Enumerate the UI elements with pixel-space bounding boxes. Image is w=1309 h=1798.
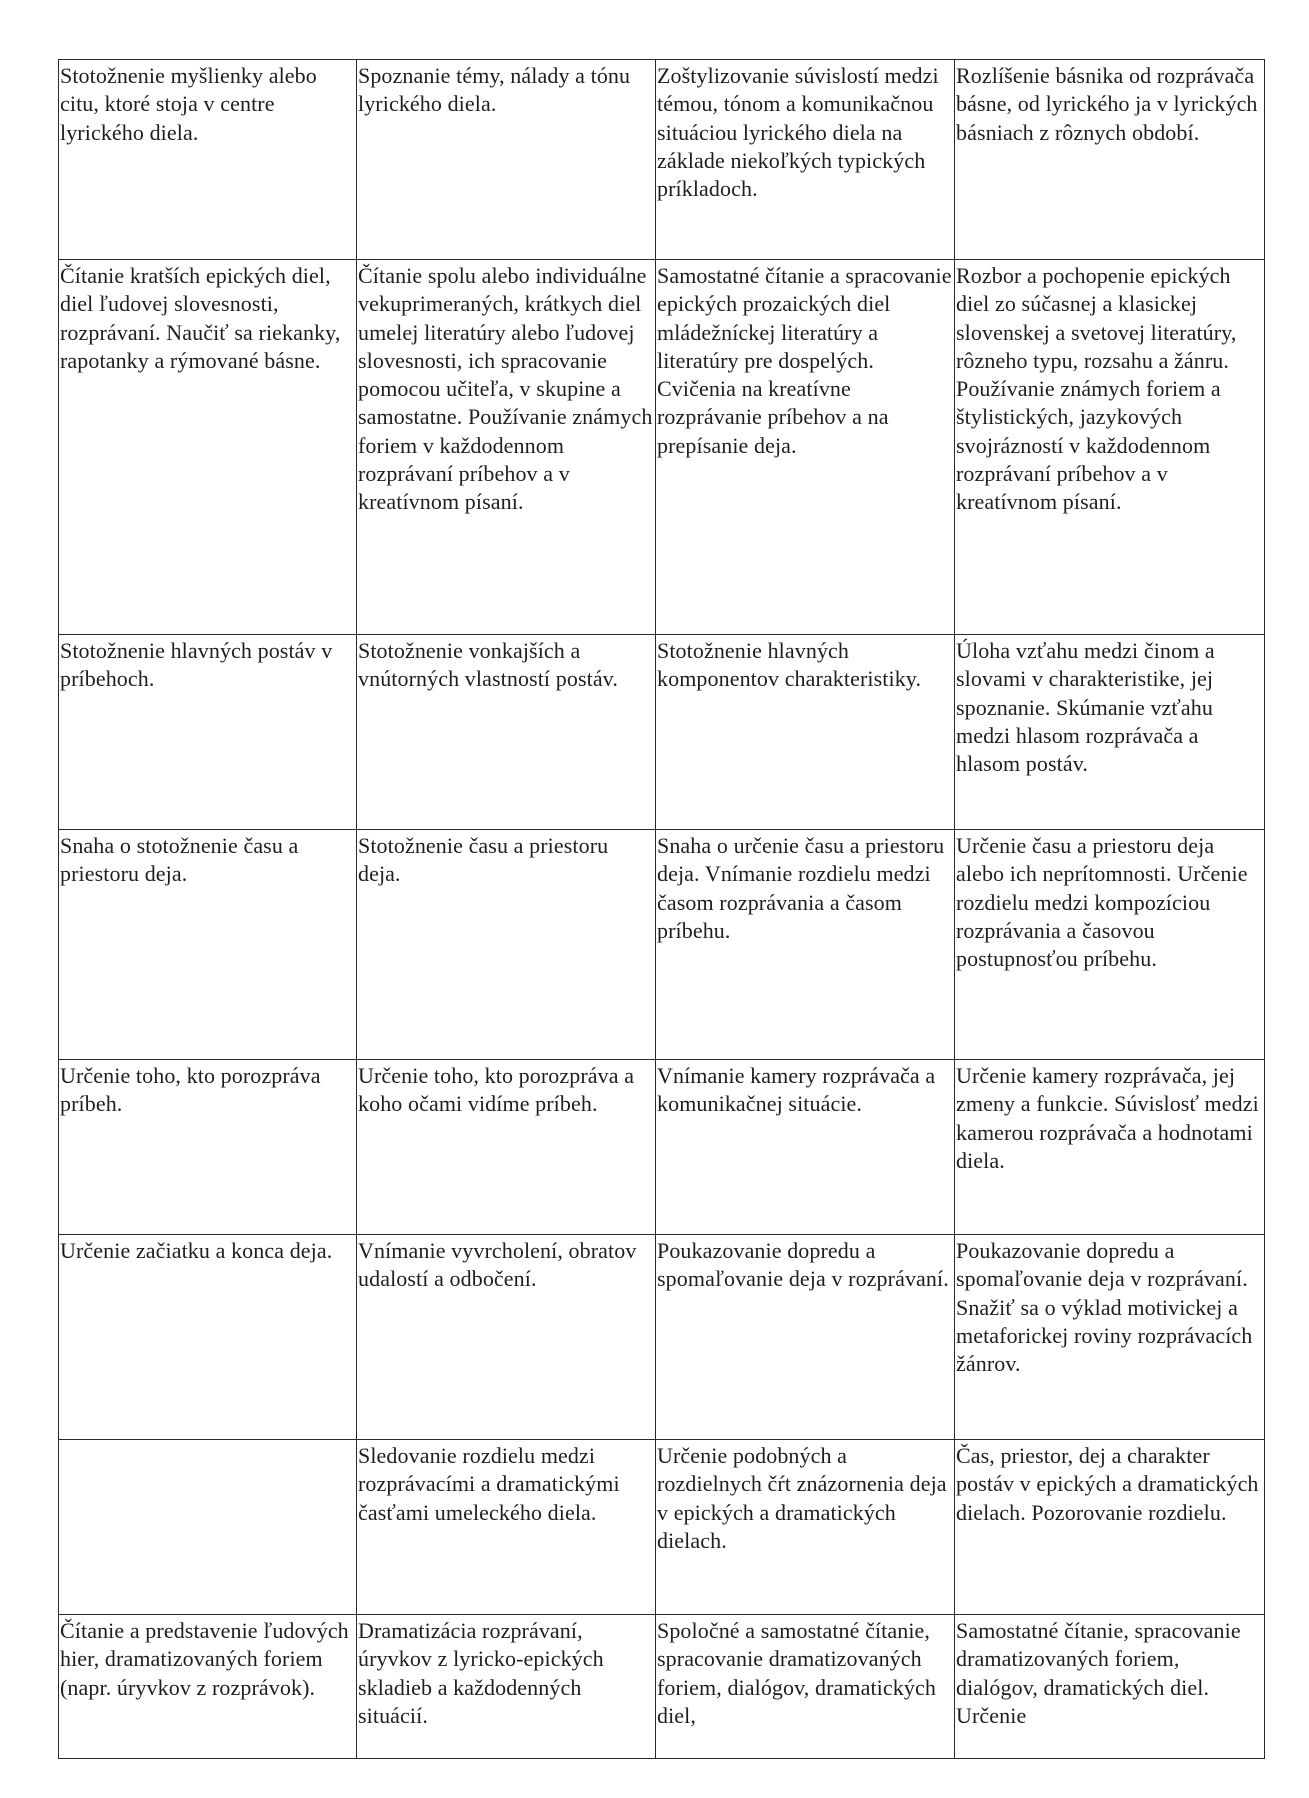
cell-text: Stotožnenie času a priestoru deja. xyxy=(358,833,609,887)
cell-text: Čítanie spolu alebo individuálne vekuprimeraných, krátkych diel umelej literatúry alebo ľudovej slovesnosti, ich spracovanie pomocou učiteľa, v skupine a samostatne. Používanie známych foriem v každodennom rozprávaní príbehov a v kreatívnom písaní. xyxy=(358,263,653,515)
table-cell xyxy=(656,260,955,635)
table-cell xyxy=(59,1060,357,1235)
cell-text: Spoločné a samostatné čítanie, spracovanie dramatizovaných foriem, dialógov, dramatických diel, xyxy=(657,1618,936,1728)
table-row xyxy=(59,1060,1265,1235)
cell-text: Úloha vzťahu medzi činom a slovami v charakteristike, jej spoznanie. Skúmanie vzťahu medzi hlasom rozprávača a hlasom postáv. xyxy=(956,638,1215,777)
table-cell xyxy=(59,260,357,635)
table-row xyxy=(59,1235,1265,1440)
table-cell xyxy=(59,60,357,260)
cell-text: Vnímanie vyvrcholení, obratov udalostí a odbočení. xyxy=(358,1238,637,1292)
table-cell xyxy=(955,1440,1265,1615)
table-cell xyxy=(357,635,656,830)
cell-text: Spoznanie témy, nálady a tónu lyrického diela. xyxy=(358,63,631,117)
table-cell xyxy=(955,1235,1265,1440)
table-cell xyxy=(955,635,1265,830)
table-row xyxy=(59,1440,1265,1615)
cell-text: Sledovanie rozdielu medzi rozprávacími a dramatickými časťami umeleckého diela. xyxy=(358,1443,620,1525)
table-row xyxy=(59,60,1265,260)
cell-text: Stotožnenie hlavných komponentov charakteristiky. xyxy=(657,638,922,692)
cell-text: Čítanie a predstavenie ľudových hier, dramatizovaných foriem (napr. úryvkov z rozprávok). xyxy=(60,1618,349,1700)
table-cell xyxy=(357,1615,656,1759)
table-row xyxy=(59,1615,1265,1759)
cell-text: Stotožnenie hlavných postáv v príbehoch. xyxy=(60,638,333,692)
cell-text: Rozbor a pochopenie epických diel zo súčasnej a klasickej slovenskej a svetovej literatúry, rôzneho typu, rozsahu a žánru. Používanie známych foriem a štylistických, jazykových svojrázností v každodennom rozprávaní príbehov a v kreatívnom písaní. xyxy=(956,263,1237,515)
cell-text: Poukazovanie dopredu a spomaľovanie deja v rozprávaní. Snažiť sa o výklad motivickej a metaforickej roviny rozprávacích žánrov. xyxy=(956,1238,1253,1377)
table-cell xyxy=(59,635,357,830)
cell-text: Určenie toho, kto porozpráva príbeh. xyxy=(60,1063,321,1117)
table-cell xyxy=(955,1060,1265,1235)
cell-text: Čas, priestor, dej a charakter postáv v epických a dramatických dielach. Pozorovanie rozdielu. xyxy=(956,1443,1259,1525)
table-cell xyxy=(59,1440,357,1615)
cell-text: Dramatizácia rozprávaní, úryvkov z lyricko-epických skladieb a každodenných situácií. xyxy=(358,1618,604,1728)
cell-text: Zoštylizovanie súvislostí medzi témou, tónom a komunikačnou situáciou lyrického diela na základe niekoľkých typických príkladoch. xyxy=(657,63,939,202)
cell-text: Určenie kamery rozprávača, jej zmeny a funkcie. Súvislosť medzi kamerou rozprávača a hodnotami diela. xyxy=(956,1063,1259,1173)
cell-text: Určenie času a priestoru deja alebo ich neprítomnosti. Určenie rozdielu medzi kompozíciou rozprávania a časovou postupnosťou príbehu. xyxy=(956,833,1248,972)
cell-text: Čítanie kratších epických diel, diel ľudovej slovesnosti, rozprávaní. Naučiť sa riekanky, rapotanky a rýmované básne. xyxy=(60,263,341,373)
table-cell xyxy=(955,1615,1265,1759)
cell-text: Samostatné čítanie a spracovanie epických prozaických diel mládežníckej literatúry a literatúry pre dospelých. Cvičenia na kreatívne rozprávanie príbehov a na prepísanie deja. xyxy=(657,263,952,458)
table-cell xyxy=(59,1235,357,1440)
cell-text: Samostatné čítanie, spracovanie dramatizovaných foriem, dialógov, dramatických diel. Určenie xyxy=(956,1618,1241,1728)
table-cell xyxy=(955,260,1265,635)
cell-text: Poukazovanie dopredu a spomaľovanie deja v rozprávaní. xyxy=(657,1238,949,1292)
table-cell xyxy=(357,260,656,635)
cell-text: Určenie toho, kto porozpráva a koho očami vidíme príbeh. xyxy=(358,1063,635,1117)
table-cell xyxy=(656,1615,955,1759)
cell-text: Určenie začiatku a konca deja. xyxy=(60,1238,333,1263)
table-cell xyxy=(656,635,955,830)
table-cell xyxy=(656,830,955,1060)
table-cell xyxy=(357,1060,656,1235)
table-cell xyxy=(59,1615,357,1759)
cell-text: Snaha o určenie času a priestoru deja. Vnímanie rozdielu medzi časom rozprávania a časom príbehu. xyxy=(657,833,945,943)
table-cell xyxy=(357,60,656,260)
table-cell xyxy=(656,1235,955,1440)
cell-text: Snaha o stotožnenie času a priestoru deja. xyxy=(60,833,299,887)
table-cell xyxy=(656,60,955,260)
table-row xyxy=(59,830,1265,1060)
cell-text: Určenie podobných a rozdielnych čŕt znázornenia deja v epických a dramatických dielach. xyxy=(657,1443,947,1553)
table-cell xyxy=(357,1235,656,1440)
table-row xyxy=(59,260,1265,635)
table-cell xyxy=(656,1440,955,1615)
table-cell xyxy=(59,830,357,1060)
table-cell xyxy=(656,1060,955,1235)
cell-text: Stotožnenie vonkajších a vnútorných vlastností postáv. xyxy=(358,638,618,692)
curriculum-table xyxy=(58,59,1265,1759)
table-row xyxy=(59,635,1265,830)
table-cell xyxy=(357,830,656,1060)
cell-text: Vnímanie kamery rozprávača a komunikačnej situácie. xyxy=(657,1063,936,1117)
table-cell xyxy=(357,1440,656,1615)
cell-text: Stotožnenie myšlienky alebo citu, ktoré stoja v centre lyrického diela. xyxy=(60,63,317,145)
cell-text: Rozlíšenie básnika od rozprávača básne, od lyrického ja v lyrických básniach z rôznych období. xyxy=(956,63,1258,145)
table-cell xyxy=(955,830,1265,1060)
table-cell xyxy=(955,60,1265,260)
